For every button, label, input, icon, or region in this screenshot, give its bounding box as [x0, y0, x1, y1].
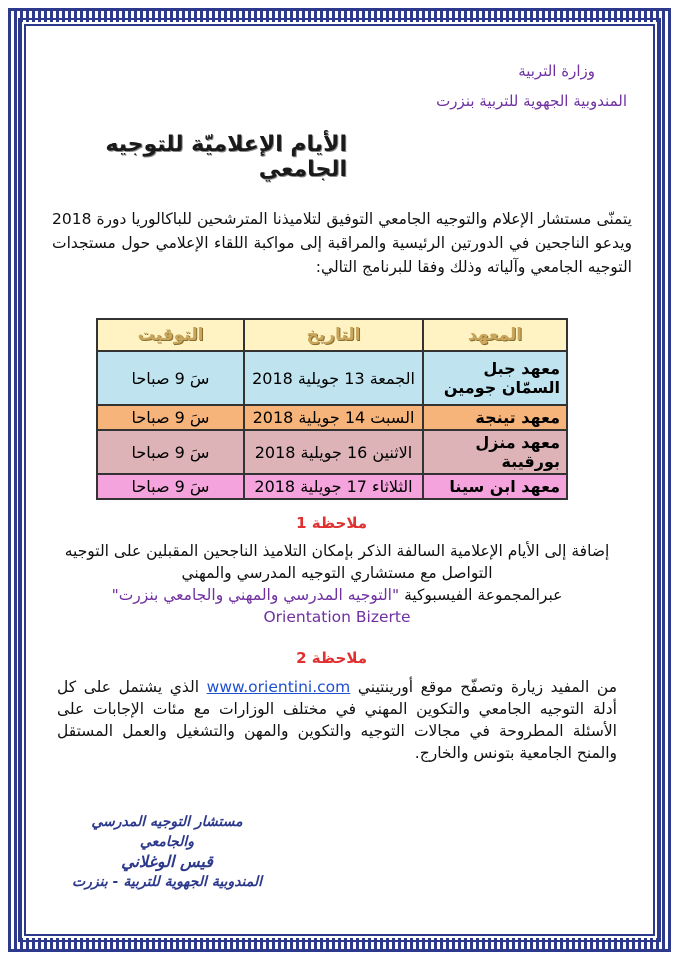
note2-text: [57, 676, 617, 764]
note2-before: من المفيد زيارة وتصفّح موقع أورينتيني: [357, 678, 617, 696]
intro-paragraph: يتمنّى مستشار الإعلام والتوجيه الجامعي التوفيق لتلاميذنا المترشحين للباكالوريا دورة 2018 ويدعو الناجحين في الدورتين الرئيسية والمراقبة إلى مواكبة اللقاء الإعلامي حول مستجدات التوجيه الجامعي وآلياته وذلك وفقا للبرنامج التالي:: [52, 210, 632, 276]
signature-role: مستشار التوجيه المدرسي والجامعي: [91, 814, 243, 850]
note1-heading: ملاحظة 1: [296, 514, 367, 532]
cell-time: سَ 9 صباحا: [97, 430, 244, 474]
header-date: التاريخ: [244, 319, 423, 351]
facebook-group-latin: Orientation Bizerte: [263, 608, 411, 626]
note1-text: [57, 540, 617, 628]
orientini-link[interactable]: www.orientini.com: [206, 678, 351, 696]
note1-prefix: عبرالمجموعة الفيسبوكية: [404, 586, 563, 604]
note2-heading: ملاحظة 2: [296, 649, 367, 667]
cell-date: الجمعة 13 جويلية 2018: [244, 351, 423, 405]
ministry-name: وزارة التربية: [518, 62, 595, 80]
cell-time: سَ 9 صباحا: [97, 474, 244, 499]
table-row: [97, 351, 567, 405]
cell-institution: معهد تينجة: [423, 405, 567, 430]
regional-office: المندوبية الجهوية للتربية بنزرت: [436, 92, 627, 110]
header-institution: المعهد: [423, 319, 567, 351]
cell-institution: معهد جبل السمّان جومين: [423, 351, 567, 405]
note2-after: الذي يشتمل على كل أدلة التوجيه الجامعي والتكوين المهني في مختلف الوزارات مع مئات الإجابات على الأسئلة المطروحة في مجالات التوجيه والتكوين والمهن والتشغيل والعمل المستقل والمنح الجامعية بتونس والخارج.: [57, 678, 617, 762]
cell-time: سَ 9 صباحا: [97, 405, 244, 430]
cell-institution: معهد ابن سينا: [423, 474, 567, 499]
note1-line2: [57, 584, 617, 606]
facebook-group-name: "التوجيه المدرسي والمهني والجامعي بنزرت": [111, 586, 400, 604]
cell-institution: معهد منزل بورقيبة: [423, 430, 567, 474]
cell-date: الاثنين 16 جويلية 2018: [244, 430, 423, 474]
note1-line1: إضافة إلى الأيام الإعلامية السالفة الذكر بإمكان التلاميذ الناجحين المقبلين على التوجيه التواصل مع مستشاري التوجيه المدرسي والمهني: [64, 542, 610, 582]
header-time: التوقيت: [97, 319, 244, 351]
document-body: [22, 22, 657, 938]
table-row: [97, 405, 567, 430]
schedule-table: [96, 318, 568, 500]
table-header-row: [97, 319, 567, 351]
signature-name: قيس الوغلاني: [121, 852, 213, 871]
table-row: [97, 430, 567, 474]
cell-date: الثلاثاء 17 جويلية 2018: [244, 474, 423, 499]
page-title: الأيام الإعلاميّة للتوجيه الجامعي: [105, 132, 347, 182]
signature-office: المندوبية الجهوية للتربية - بنزرت: [71, 874, 263, 890]
cell-time: سَ 9 صباحا: [97, 351, 244, 405]
table-row: [97, 474, 567, 499]
signature-stamp: [62, 812, 272, 892]
cell-date: السبت 14 جويلية 2018: [244, 405, 423, 430]
